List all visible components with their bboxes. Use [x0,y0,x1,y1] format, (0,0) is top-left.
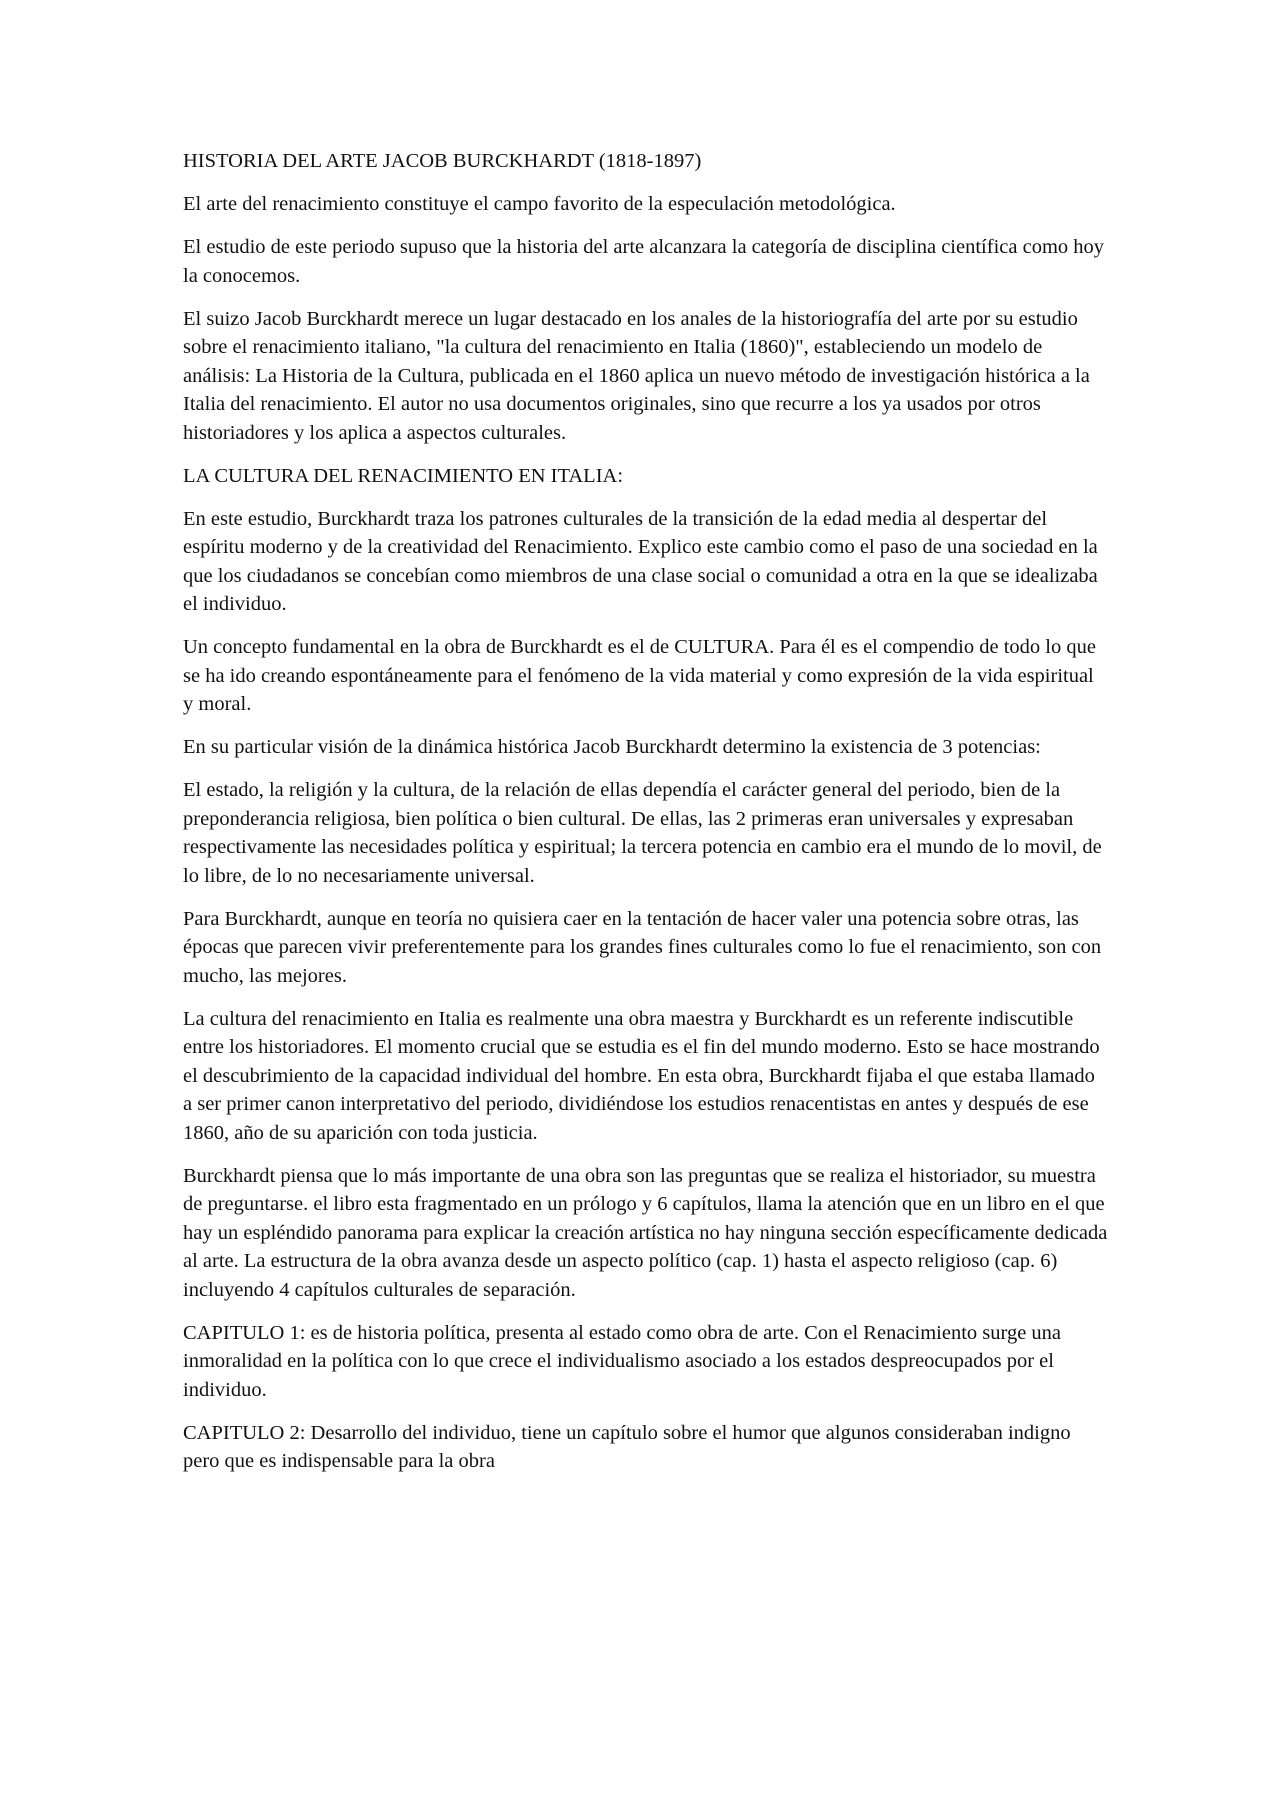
paragraph-intro: El arte del renacimiento constituye el campo favorito de la especulación metodológica. [183,193,896,215]
paragraph-capitulo-2: CAPITULO 2: Desarrollo del individuo, tiene un capítulo sobre el humor que algunos consideraban indigno pero que es indispensable para la obra [183,1421,1071,1472]
paragraph-estado-religion-cultura: El estado, la religión y la cultura, de la relación de ellas dependía el carácter general del periodo, bien de la preponderancia religiosa, bien política o bien cultural. De ellas, las 2 primeras eran universales y expresaban respectivamente las necesidades política y espiritual; la tercera potencia en cambio era el mundo de lo movil, de lo libre, de lo no necesariamente universal. [183,779,1102,887]
paragraph-burckhardt-swiss: El suizo Jacob Burckhardt merece un lugar destacado en los anales de la historiografía del arte por su estudio sobre el renacimiento italiano, "la cultura del renacimiento en Italia (1860)", estableciendo un modelo de análisis: La Historia de la Cultura, publicada en el 1860 aplica un nuevo método de investigación histórica a la Italia del renacimiento. El autor no usa documentos originales, sino que recurre a los ya usados por otros historiadores y los aplica a aspectos culturales. [183,307,1090,444]
paragraph-preguntas: Burckhardt piensa que lo más importante de una obra son las preguntas que se realiza el historiador, su muestra de preguntarse. el libro esta fragmentado en un prólogo y 6 capítulos, llama la atención que en un libro en el que hay un espléndido panorama para explicar la creación artística no hay ninguna sección específicamente dedicada al arte. La estructura de la obra avanza desde un aspecto político (cap. 1) hasta el aspecto religioso (cap. 6) incluyendo 4 capítulos culturales de separación. [183,1164,1108,1301]
document-title: HISTORIA DEL ARTE JACOB BURCKHARDT (1818-1897) [183,150,702,172]
paragraph-obra-maestra: La cultura del renacimiento en Italia es realmente una obra maestra y Burckhardt es un referente indiscutible entre los historiadores. El momento crucial que se estudia es el fin del mundo moderno. Esto se hace mostrando el descubrimiento de la capacidad individual del hombre. En esta obra, Burckhardt fijaba el que estaba llamado a ser primer canon interpretativo del periodo, dividiéndose los estudios renacentistas en antes y después de ese 1860, año de su aparición con toda justicia. [183,1007,1100,1144]
paragraph-estudio: En este estudio, Burckhardt traza los patrones culturales de la transición de la edad media al despertar del espíritu moderno y de la creatividad del Renacimiento. Explico este cambio como el paso de una sociedad en la que los ciudadanos se concebían como miembros de una clase social o comunidad a otra en la que se idealizaba el individuo. [183,507,1098,615]
document-page [183,147,1108,1490]
paragraph-concepto-cultura: Un concepto fundamental en la obra de Burckhardt es el de CULTURA. Para él es el compendio de todo lo que se ha ido creando espontáneamente para el fenómeno de la vida material y como expresión de la vida espiritual y moral. [183,636,1096,715]
paragraph-potencias: En su particular visión de la dinámica histórica Jacob Burckhardt determino la existencia de 3 potencias: [183,736,1041,758]
paragraph-capitulo-1: CAPITULO 1: es de historia política, presenta al estado como obra de arte. Con el Renacimiento surge una inmoralidad en la política con lo que crece el individualismo asociado a los estados despreocupados por el individuo. [183,1321,1062,1401]
paragraph-discipline: El estudio de este periodo supuso que la historia del arte alcanzara la categoría de disciplina científica como hoy la conocemos. [183,236,1105,287]
paragraph-para-burckhardt: Para Burckhardt, aunque en teoría no quisiera caer en la tentación de hacer valer una potencia sobre otras, las épocas que parecen vivir preferentemente para los grandes fines culturales como lo fue el renacimiento, son con mucho, las mejores. [183,907,1102,987]
section-heading-cultura: LA CULTURA DEL RENACIMIENTO EN ITALIA: [183,464,624,487]
